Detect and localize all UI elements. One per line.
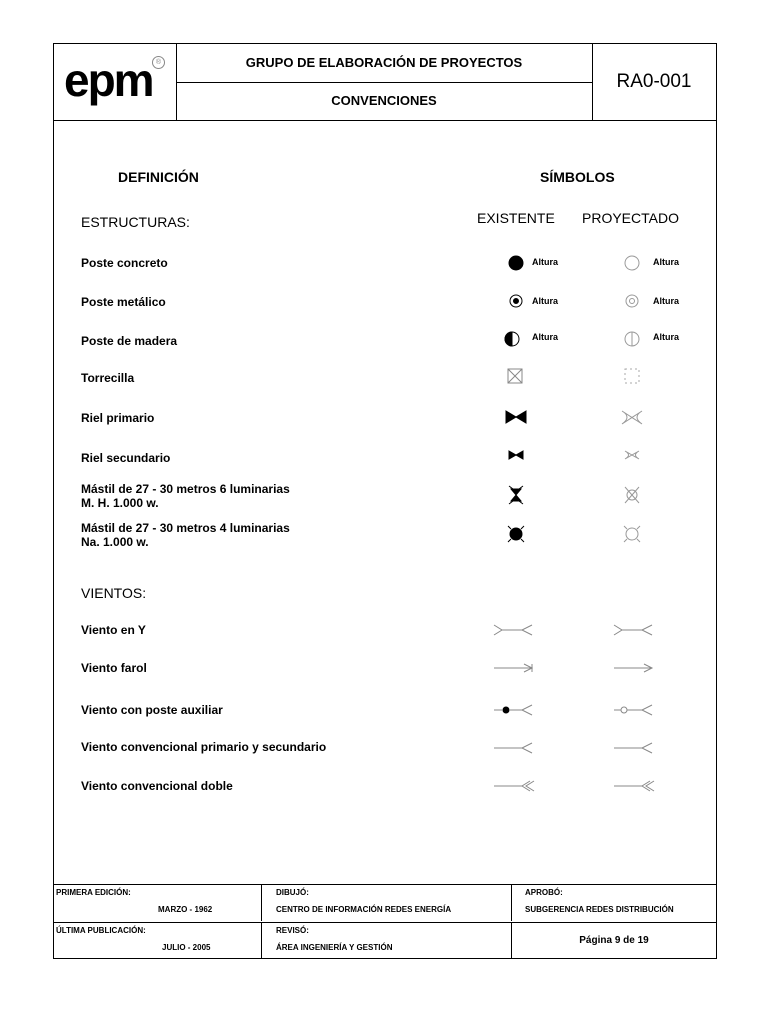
altura-label-projected-1: Altura: [653, 257, 680, 267]
aux-pole-guy-projected-icon: [621, 707, 627, 713]
group-title: GRUPO DE ELABORACIÓN DE PROYECTOS: [176, 44, 592, 83]
label-riel-secundario: Riel secundario: [81, 451, 171, 465]
first-edition-cell: [54, 885, 262, 921]
label-riel-primario: Riel primario: [81, 411, 155, 425]
altura-label-existing-2: Altura: [532, 296, 559, 306]
label-viento-y: Viento en Y: [81, 623, 146, 637]
label-viento-poste-auxiliar: Viento con poste auxiliar: [81, 703, 223, 717]
projected-heading: PROYECTADO: [582, 210, 679, 226]
logo-cell: [54, 44, 177, 120]
title-cell: [176, 44, 593, 120]
drew-cell: [262, 885, 512, 921]
label-mastil-4: Mástil de 27 - 30 metros 4 luminarias: [81, 521, 290, 535]
y-guy-icon: [494, 625, 532, 635]
small-bowtie-icon: [509, 451, 523, 459]
page-number: Página 9 de 19: [579, 935, 649, 946]
label-poste-metalico: Poste metálico: [81, 295, 166, 309]
altura-label-projected-3: Altura: [653, 332, 680, 342]
conventional-guy-projected-icon: [614, 743, 652, 753]
definition-heading: DEFINICIÓN: [118, 169, 199, 185]
mast-hourglass-icon: [511, 489, 521, 501]
epm-logo: epm: [64, 54, 153, 106]
label-poste-madera: Poste de madera: [81, 334, 178, 348]
bowtie-outline-icon: [622, 411, 642, 424]
drew-label: DIBUJÓ:: [276, 888, 309, 897]
approved-value: SUBGERENCIA REDES DISTRIBUCIÓN: [525, 905, 674, 914]
aux-pole-guy-icon: [503, 707, 509, 713]
lantern-guy-projected-icon: [614, 664, 652, 672]
label-viento-farol: Viento farol: [81, 661, 147, 675]
label-poste-concreto: Poste concreto: [81, 256, 168, 270]
footer-row-2: [54, 922, 716, 959]
first-edition-value: MARZO - 1962: [158, 905, 213, 914]
dot-in-circle-projected-icon: [626, 295, 638, 307]
wind-symbols: [484, 614, 714, 794]
symbols-heading: SÍMBOLOS: [540, 169, 615, 185]
label-mastil-6: Mástil de 27 - 30 metros 6 luminarias: [81, 482, 290, 496]
approved-cell: [512, 885, 716, 921]
lantern-guy-icon: [494, 664, 532, 672]
mast-circle-projected-icon: [626, 528, 638, 540]
footer-row-1: [54, 885, 716, 921]
drew-value: CENTRO DE INFORMACIÓN REDES ENERGÍA: [276, 905, 452, 914]
registered-mark: ®: [152, 56, 165, 69]
y-guy-projected-icon: [614, 625, 652, 635]
empty-circle-icon: [625, 256, 639, 270]
approved-label: APROBÓ:: [525, 888, 563, 897]
filled-circle-icon: [509, 256, 523, 270]
altura-label-existing-3: Altura: [532, 332, 559, 342]
document-code: RA0-001: [616, 71, 692, 92]
reviewed-cell: [262, 923, 512, 959]
existing-heading: EXISTENTE: [477, 210, 555, 226]
mast-circle-icon: [510, 528, 522, 540]
double-guy-icon: [494, 781, 534, 791]
winds-heading: VIENTOS:: [81, 585, 147, 601]
reviewed-label: REVISÓ:: [276, 926, 309, 935]
last-publication-label: ÚLTIMA PUBLICACIÓN:: [56, 926, 146, 935]
first-edition-label: PRIMERA EDICIÓN:: [56, 888, 131, 897]
reviewed-value: ÁREA INGENIERÍA Y GESTIÓN: [276, 943, 393, 952]
small-bowtie-outline-icon: [625, 451, 639, 459]
altura-label-existing-1: Altura: [532, 257, 559, 267]
label-mastil-6-spec: M. H. 1.000 w.: [81, 496, 159, 510]
structure-symbols: [494, 244, 714, 554]
title-block-header: [54, 44, 716, 121]
last-publication-value: JULIO - 2005: [162, 943, 211, 952]
dotted-square-icon: [625, 369, 639, 383]
drawing-sheet: [53, 43, 717, 959]
label-viento-doble: Viento convencional doble: [81, 779, 233, 793]
label-mastil-4-spec: Na. 1.000 w.: [81, 535, 149, 549]
double-guy-projected-icon: [614, 781, 654, 791]
structures-heading: ESTRUCTURAS:: [81, 214, 190, 230]
altura-label-projected-2: Altura: [653, 296, 680, 306]
label-viento-convencional: Viento convencional primario y secundario: [81, 740, 327, 754]
bowtie-icon: [506, 411, 526, 423]
conventional-guy-icon: [494, 743, 532, 753]
label-torrecilla: Torrecilla: [81, 371, 135, 385]
document-subtitle: CONVENCIONES: [331, 93, 437, 108]
last-publication-cell: [54, 923, 262, 959]
title-block-footer: [54, 884, 716, 959]
